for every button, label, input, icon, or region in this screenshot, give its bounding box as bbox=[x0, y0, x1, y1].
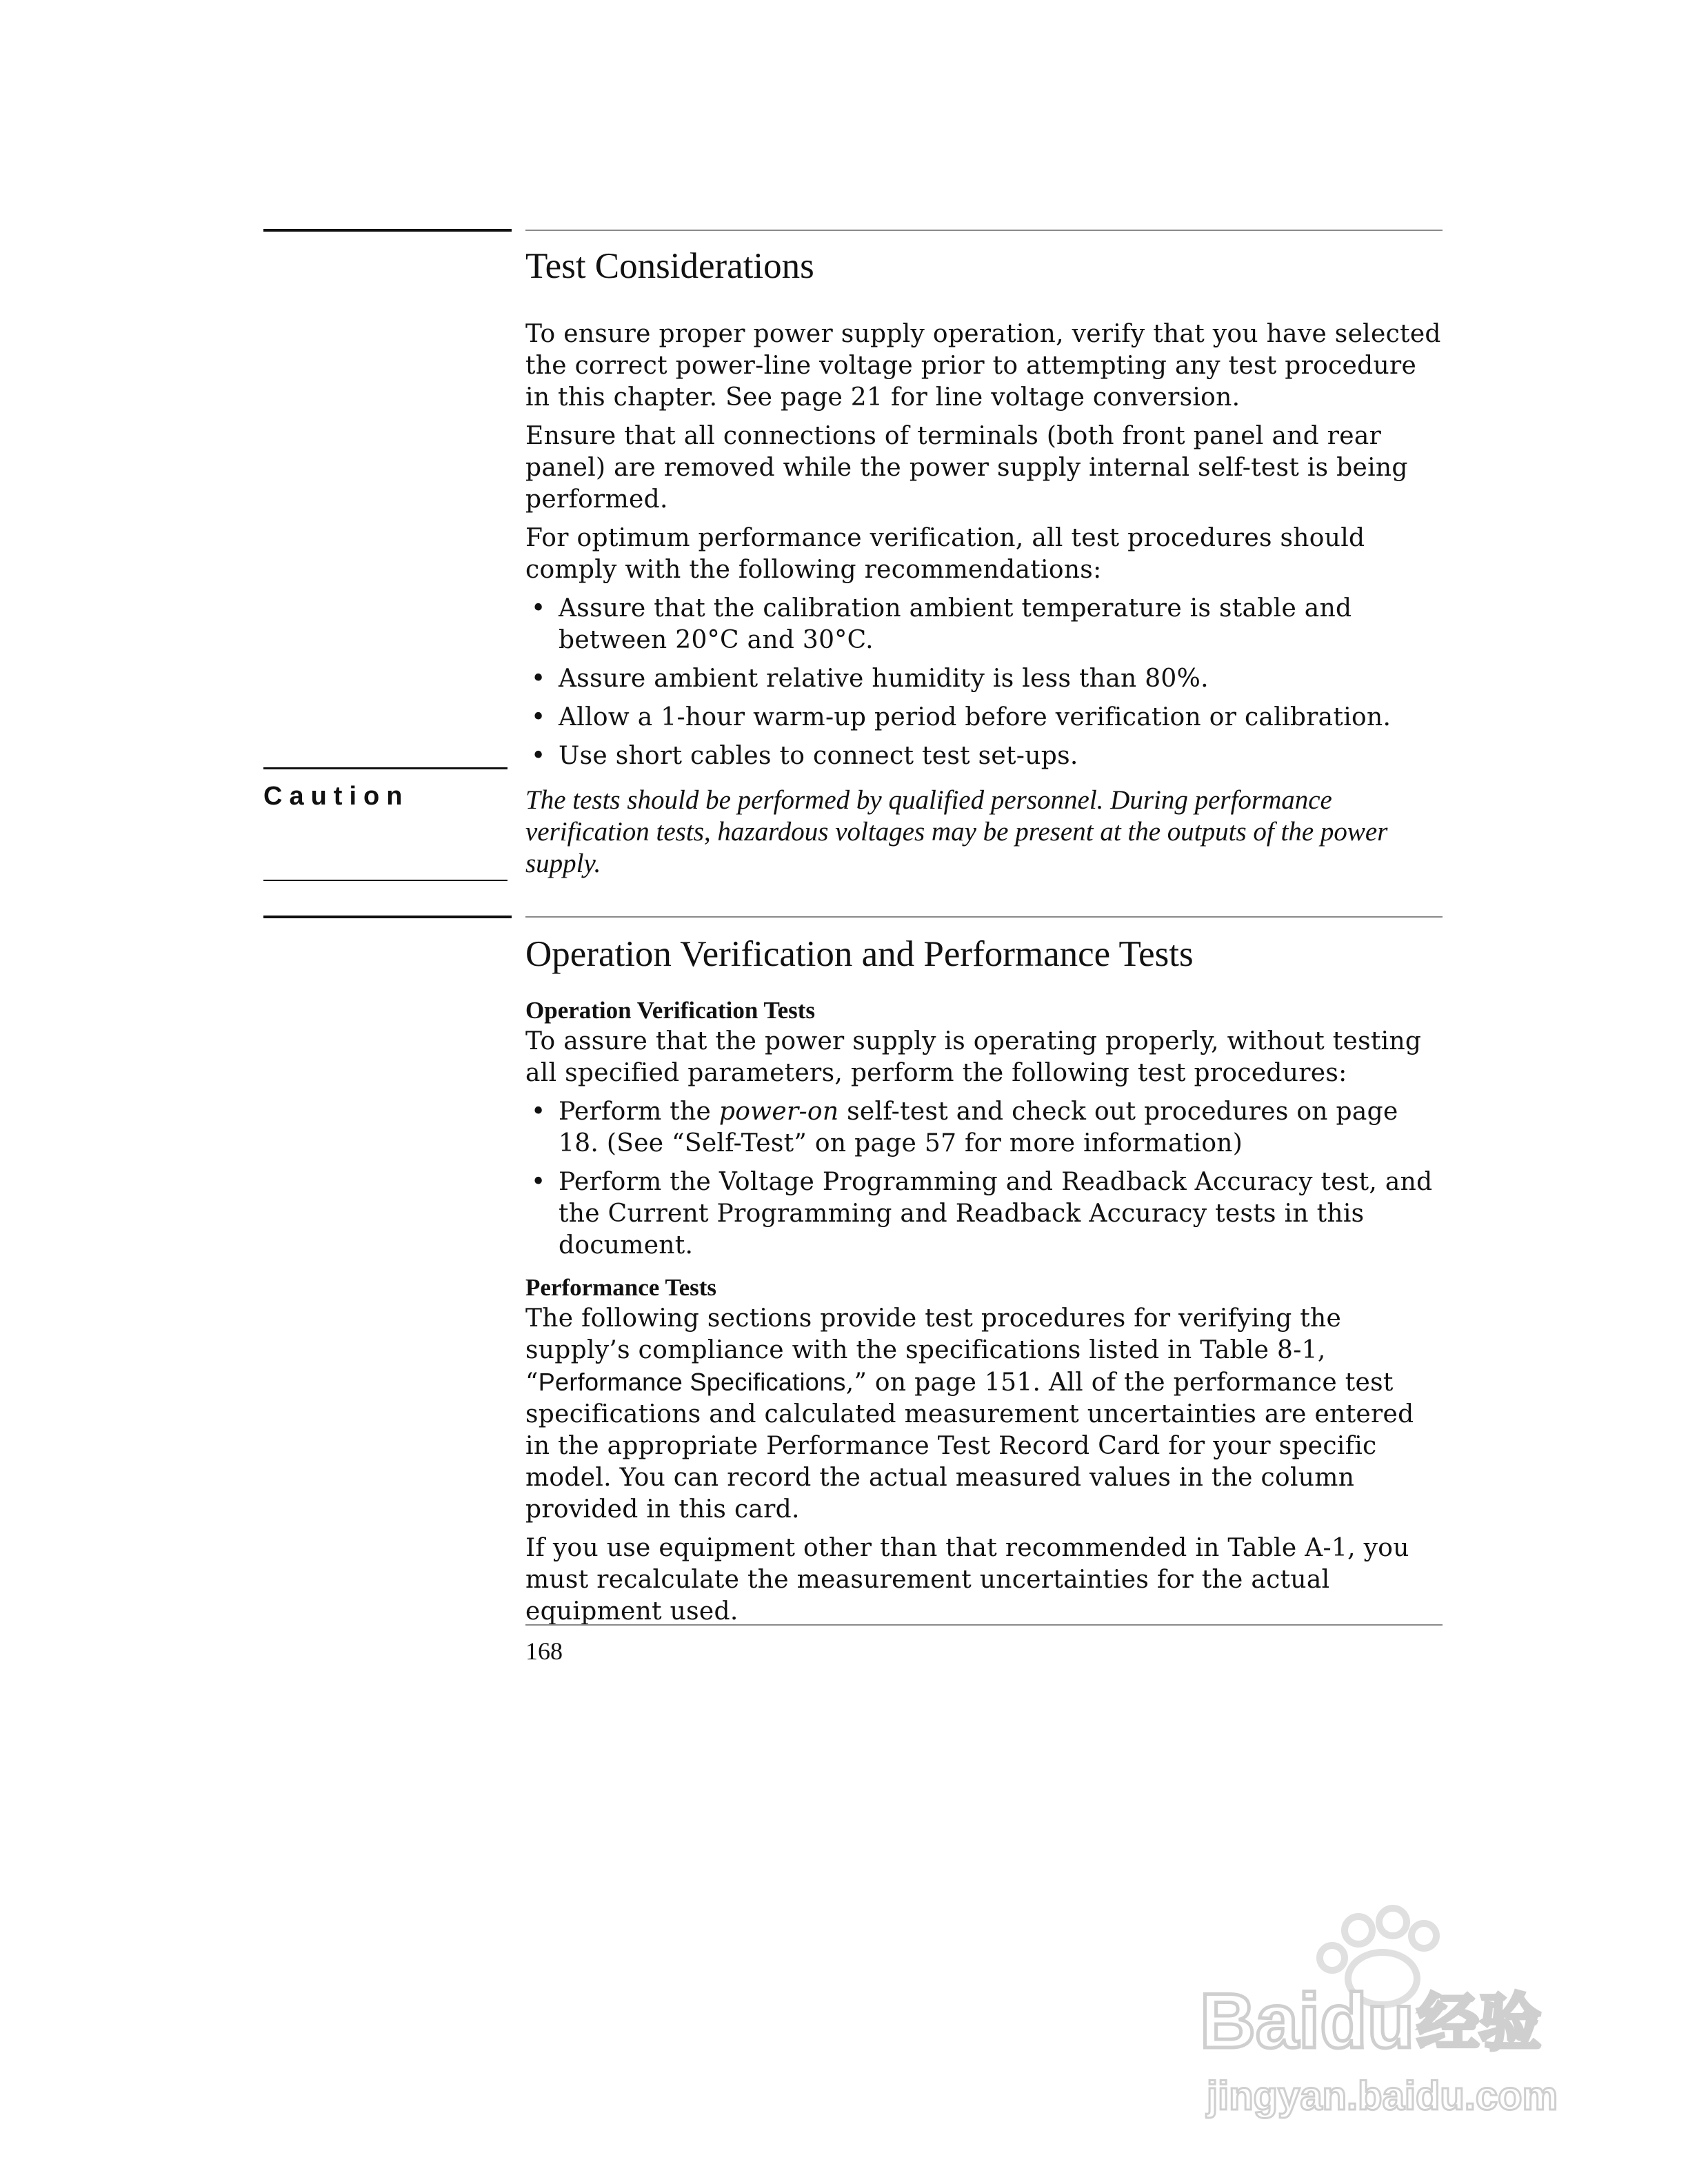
paragraph: Ensure that all connections of terminals (both front panel and rear panel) are removed while the power supply internal self-test is being performed. bbox=[525, 422, 1408, 514]
caution-rule-bottom bbox=[263, 880, 508, 881]
paragraph: If you use equipment other than that recommended in Table A-1, you must recalculate the measurement uncertainties for the actual equipment used. bbox=[525, 1534, 1409, 1626]
watermark-logo bbox=[1186, 1903, 1572, 2130]
list-item: • Use short cables to connect test set-ups. bbox=[531, 742, 1078, 770]
paragraph: To assure that the power supply is operating properly, without testing all specified parameters, perform the following test procedures: bbox=[525, 1027, 1422, 1087]
section-title: Operation Verification and Performance Tests bbox=[525, 934, 1194, 974]
section-rule-left bbox=[263, 916, 512, 918]
paragraph: The following sections provide test procedures for verifying the supply’s compliance with the specifications listed in Table 8-1, “Performance Specifications,” on page 151. All of the performance test specifications and calculated measurement uncertainties are entered in the appropriate Performance Test Record Card for your specific model. You can record the actual measured values in the column provided in this card. bbox=[525, 1304, 1414, 1524]
cross-reference-link[interactable]: Performance Specifications bbox=[538, 1368, 846, 1396]
list-item: • Assure that the calibration ambient temperature is stable and between 20°C and 30°C. bbox=[531, 594, 1352, 654]
list-item: • Perform the power-on self-test and check out procedures on page 18. (See “Self-Test” on page 57 for more information) bbox=[531, 1098, 1398, 1157]
paragraph: For optimum performance verification, all test procedures should comply with the following recommendations: bbox=[525, 524, 1365, 584]
recommendations-list bbox=[525, 593, 1443, 772]
caution-rule-top bbox=[263, 767, 508, 769]
section-rule-left bbox=[263, 229, 512, 232]
subsection-heading: Operation Verification Tests bbox=[525, 997, 816, 1024]
watermark-brand: Baidu bbox=[1200, 1978, 1415, 2064]
section-rule-right bbox=[525, 230, 1443, 231]
section-test-considerations bbox=[525, 245, 1443, 772]
footer-rule bbox=[525, 1624, 1443, 1626]
list-item: • Assure ambient relative humidity is less than 80%. bbox=[531, 665, 1209, 693]
watermark-cn: 经验 bbox=[1417, 1987, 1541, 2059]
section-rule-right bbox=[525, 916, 1443, 918]
section-title: Test Considerations bbox=[525, 246, 814, 286]
caution-text: The tests should be performed by qualified personnel. During performance verification tests, hazardous voltages may be present at the outputs of the power supply. bbox=[525, 785, 1388, 878]
list-item: • Allow a 1-hour warm-up period before verification or calibration. bbox=[531, 703, 1391, 731]
page-number: 168 bbox=[525, 1637, 563, 1665]
section-operation-verification bbox=[525, 933, 1443, 1628]
watermark-url: jingyan.baidu.com bbox=[1207, 2074, 1558, 2119]
verification-list bbox=[525, 1096, 1443, 1262]
paragraph: To ensure proper power supply operation, verify that you have selected the correct power-line voltage prior to attempting any test procedure in this chapter. See page 21 for line voltage conversion. bbox=[525, 320, 1441, 412]
subsection-heading: Performance Tests bbox=[525, 1274, 717, 1301]
caution-label: Caution bbox=[263, 782, 410, 811]
list-item: • Perform the Voltage Programming and Readback Accuracy test, and the Current Programming and Readback Accuracy tests in this document. bbox=[531, 1168, 1433, 1260]
